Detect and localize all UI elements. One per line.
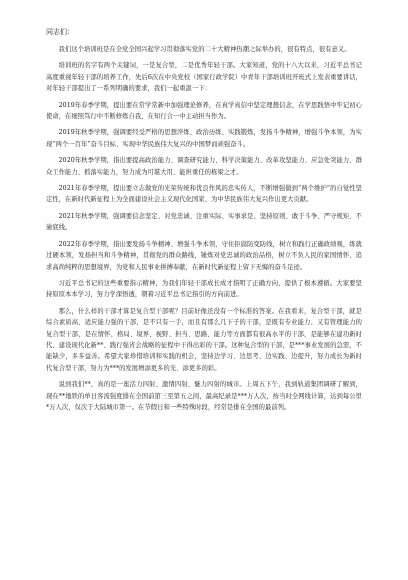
paragraph: 2020年秋季学期，指出要提高政治能力、调查研究能力、科学决策能力、改革攻坚能力、应急处突能力、群众工作能力、抓落实能力，努力成为可堪大用、能担重任的栋梁之才。 [46, 157, 362, 176]
paragraph: 2021年春季学期，提出要立志做党的光荣传统和优良作风的忠实传人，不断增强做到“两个维护”的自觉性坚定性，在新时代新征程上为全面建设社会主义现代化国家、为中华民族伟大复兴作出更大贡献。 [46, 185, 362, 204]
paragraph: 2019年春季学期，提出要在常学常新中加强理论修养，在真学真信中坚定理想信念，在学思践悟中牢记初心使命，在细照笃行中不断修炼自我，在知行合一中主动担当作为。 [46, 101, 362, 121]
paragraph: 2019年秋季学期，强调要经受严格的思想淬炼、政治历练、实践锻炼，发扬斗争精神，增强斗争本领，为实现“两个一百年”奋斗目标、实现中华民族伟大复兴的中国梦而顽强奋斗。 [46, 129, 362, 148]
paragraph: 2021年秋季学期，强调要信念坚定、对党忠诚、注重实际、实事求是、坚持原则、敢于斗争、严守规矩、不逾底线。 [46, 212, 362, 232]
paragraph: 培训班的名字有两个关键词，一是复合型，二是优秀年轻干部。大家知道，党的十八大以来，习近平总书记高度重视年轻干部的培养工作，先后6次在中央党校（国家行政学院）中青年干部培训班开班式上发表重要讲话，对年轻干部提出了一系列明确的要求，我们一起重温一下： [46, 62, 362, 93]
paragraph: 说到我们**，真的是一座活力四射、激情四射、魅力四射的城市。上周五下午，我到轨道集团调研了解到，现在**地铁的单日客流强度排在全国前第三至第五之间，最高纪录是***万人次，按当时全网线计算，达到每公里*万人次，仅次于大陆城市第一。在节假日和一些特殊时段，经常是排在全国的最前列。 [46, 381, 362, 411]
paragraph: 我们这个培训班是在全党全国兴起学习贯彻落实党的二十大精神热潮之际举办的，很有特点，很有意义。 [58, 46, 351, 53]
paragraph: 2022年春季学期，指出要发扬斗争精神、增强斗争本领，守住拒腐防变防线，树立和践行正确政绩观，练就过硬本领，发扬担当和斗争精神，贯彻党的群众路线，锤炼对党忠诚的政治品格，树立不负人民的家国情怀，追求高尚纯粹的思想境界，为党和人民事业拼搏奉献，在新时代新征程上留下无悔的奋斗足迹。 [46, 240, 362, 271]
paragraph: 习近平总书记的这些重要指示精神，为我们年轻干部成长成才指明了正确方向、提供了根本遵循。大家要坚持原原本本学习，努力学深悟透，朝着习近平总书记指引的方向前进。 [46, 279, 362, 299]
paragraph: 那么，什么样的干部才算是复合型干部呢？目前好像还没有一个标准的答案。在我看来，复合型干部，就是综合素质高、适应能力强的干部，是不只有一手，而且有那么几下子的干部，是既有专业能力、又有管理能力的复合型干部，是在情怀、格局、境界、视野、担当、思路、能力等方面都有很高水平的干部，是能够在建功新时代、建设现代化新**、践行强省会战略的征程中干得出彩的干部。这种复合型的干部，是***事业发展的急需，不能缺少，多多益善。希望大家珍惜培训和实践的机会，坚持边学习、边思考、边实践、边提升，努力成长为新时代复合型干部，努力为***的发展增添更多的光、添更多的彩。 [46, 307, 362, 372]
salutation: 同志们： [46, 28, 74, 36]
